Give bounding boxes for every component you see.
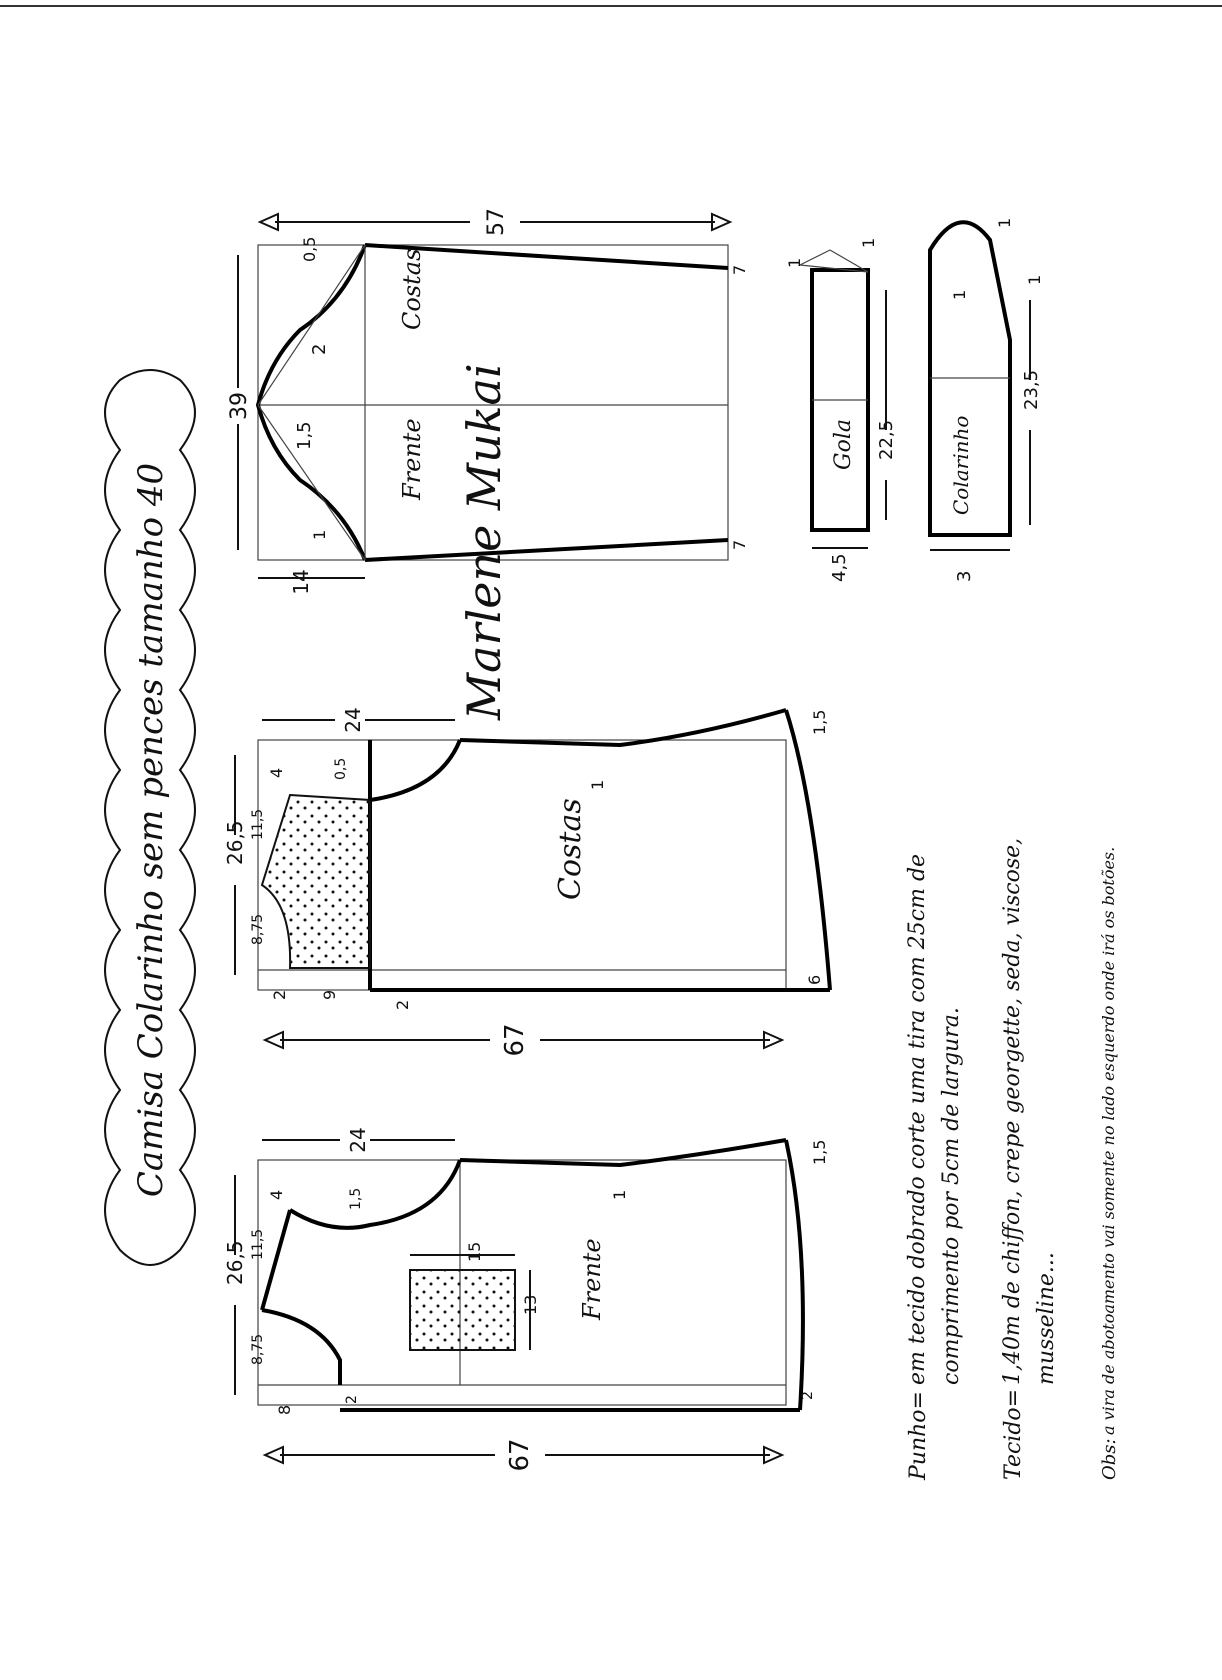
gola-mark-1: 1 [785, 257, 804, 268]
obs-text: a vira de abotoamento vai somente no lado esquerdo onde irá os botões. [1099, 846, 1118, 1435]
gola-length-label: 22,5 [876, 419, 897, 460]
back-width-label: 24 [341, 707, 365, 733]
sleeve-front-label: Frente [398, 418, 426, 500]
gola-mark-2: 1 [859, 237, 878, 248]
back-label: Costas [553, 798, 588, 900]
front-width-label: 24 [346, 1127, 370, 1153]
colarinho-mark-3: 1 [1025, 274, 1044, 285]
front-hem-mark: 1,5 [810, 1139, 829, 1165]
front-shoulder [262, 1210, 290, 1310]
front-side-seam [460, 1140, 786, 1165]
sleeve-cap-height-label: 14 [289, 569, 313, 595]
sleeve-length-label: 57 [484, 208, 509, 236]
back-neck-width: 8,75 [250, 913, 266, 945]
front-bottom-mark: 2 [800, 1391, 816, 1400]
back-yoke-label: 9 [320, 989, 339, 1000]
sleeve-cap-front-mark: 1,5 [294, 421, 315, 450]
sleeve-width-label: 39 [227, 392, 252, 420]
tecido-text: 1,40m de chiffon, crepe georgette, seda, viscose, musseline... [1000, 837, 1059, 1385]
sleeve-cuff-mark-top: 7 [730, 264, 749, 275]
front-armhole [290, 1160, 460, 1228]
back-yoke-mark: 2 [393, 999, 412, 1010]
front-shoulder-drop: 4 [267, 1189, 286, 1200]
colarinho-height-label: 3 [954, 570, 975, 582]
back-shoulder-len: 11,5 [250, 808, 266, 840]
colarinho-mark-1: 1 [995, 217, 1014, 228]
colarinho-mark-2: 1 [950, 289, 969, 300]
gola-label: Gola [831, 419, 856, 470]
signature [457, 363, 511, 721]
page-title: Camisa Colarinho sem pences tamanho 40 [131, 462, 171, 1198]
back-yoke-fill [262, 795, 370, 968]
back-length-label: 67 [500, 1023, 530, 1057]
sleeve-bottom-mark: 1 [310, 529, 329, 540]
back-hem-curve [786, 710, 830, 990]
front-pocket-height: 13 [521, 1294, 540, 1315]
colarinho-length-label: 23,5 [1021, 369, 1042, 410]
back-armhole-mark: 0,5 [333, 757, 349, 780]
front-pocket-width: 15 [465, 1241, 484, 1262]
front-center-ext: 2 [344, 1395, 360, 1404]
sleeve-cap-back-mark: 2 [309, 343, 330, 355]
sleeve-front-edge [365, 540, 728, 560]
front-shoulder-label: 26,5 [223, 1240, 247, 1285]
front-neckline [262, 1310, 340, 1385]
obs-label: Obs: [1099, 1438, 1120, 1480]
back-bodice-piece [222, 705, 830, 1058]
back-shoulder-drop: 4 [267, 767, 286, 778]
colarinho-piece [930, 218, 1044, 582]
gola-piece [785, 238, 900, 582]
front-side-mark: 1 [610, 1189, 629, 1200]
punho-text: em tecido dobrado corte uma tira com 25cm de comprimento por 5cm de largura. [905, 853, 964, 1385]
front-pocket [410, 1270, 515, 1350]
signature-text: Marlene Mukai [457, 363, 511, 720]
front-bodice-piece [222, 1125, 829, 1473]
front-neck-depth: 8 [275, 1404, 294, 1415]
sleeve-top-mark: 0,5 [300, 236, 319, 262]
front-armhole-mark: 1,5 [348, 1187, 364, 1210]
front-box [258, 1160, 786, 1405]
back-hem-mark: 1,5 [810, 709, 829, 735]
sleeve-cap-curve [258, 245, 365, 560]
title-block [105, 370, 195, 1265]
back-bottom-mark: 6 [805, 974, 824, 985]
front-neck-width: 8,75 [250, 1333, 266, 1365]
gola-height-label: 4,5 [829, 553, 850, 582]
sleeve-back-label: Costas [398, 248, 426, 330]
front-label: Frente [578, 1238, 606, 1320]
tecido-label: Tecido= [1001, 1388, 1026, 1480]
back-armhole [370, 740, 460, 800]
back-shoulder-label: 26,5 [223, 820, 247, 865]
sleeve-cuff-mark-bottom: 7 [730, 539, 749, 550]
back-side-mark: 1 [588, 779, 607, 790]
front-shoulder-len: 11,5 [250, 1228, 266, 1260]
notes-block [901, 565, 1135, 1481]
back-neck-depth: 2 [270, 989, 289, 1000]
colarinho-label: Colarinho [949, 415, 973, 515]
punho-label: Punho= [906, 1391, 931, 1480]
front-hem-curve [786, 1140, 803, 1410]
front-length-label: 67 [505, 1438, 535, 1472]
